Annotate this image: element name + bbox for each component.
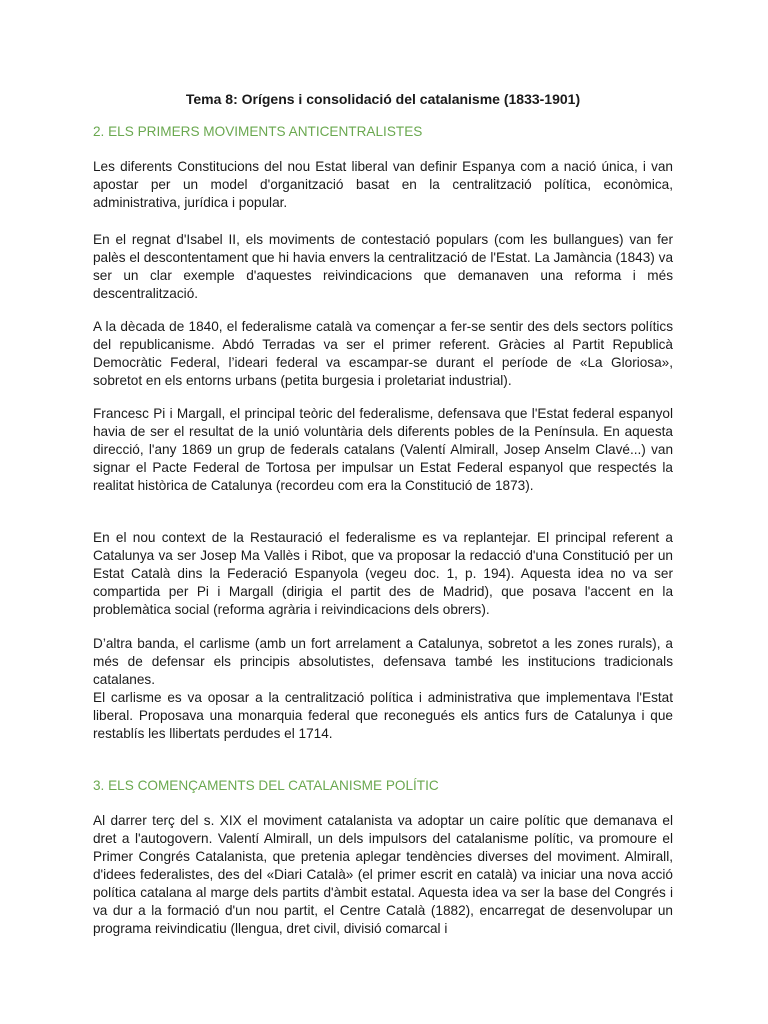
paragraph: A la dècada de 1840, el federalisme català va començar a fer-se sentir des dels sectors polítics del republicanisme. Abdó Terradas va ser el primer referent. Gràcies al Partit Republicà Democràtic Federal, l’ideari federal va escampar-se durant el període de «La Gloriosa», sobretot en els entorns urbans (petita burgesia i proletariat industrial). <box>93 319 673 388</box>
document-title: Tema 8: Orígens i consolidació del catalanisme (1833-1901) <box>185 91 581 107</box>
paragraph: D’altra banda, el carlisme (amb un fort arrelament a Catalunya, sobretot a les zones rurals), a més de defensar els principis absolutistes, defensava també les institucions tradicionals catalanes. <box>93 636 673 687</box>
paragraph: En el regnat d'Isabel II, els moviments de contestació populars (com les bullangues) van fer palès el descontentament que hi havia envers la centralització de l'Estat. La Jamància (1843) va ser un clar exemple d'aquestes reivindicacions que demanaven una reforma i més descentralització. <box>93 232 673 301</box>
paragraph: Al darrer terç del s. XIX el moviment catalanista va adoptar un caire polític que demanava el dret a l'autogovern. Valentí Almirall, un dels impulsors del catalanisme polític, va promoure el Primer Congrés Catalanista, que pretenia aplegar tendències diverses del moviment. Almirall, d'idees federalistes, des del «Diari Català» (el primer escrit en català) va iniciar una nova acció política catalana al marge dels partits d'àmbit estatal. Aquesta idea va ser la base del Congrés i va dur a la formació d'un nou partit, el Centre Català (1882), encarregat de desenvolupar un programa reivindicatiu (llengua, dret civil, divisió comarcal i <box>93 813 673 936</box>
section-heading-anticentralistes: 2. ELS PRIMERS MOVIMENTS ANTICENTRALISTES <box>93 124 423 139</box>
paragraph: Les diferents Constitucions del nou Estat liberal van definir Espanya com a nació única, i van apostar per un model d'organització basat en la centralització política, econòmica, administrativa, jurídica i popular. <box>93 159 673 210</box>
paragraph: En el nou context de la Restauració el federalisme es va replantejar. El principal referent a Catalunya va ser Josep Ma Vallès i Ribot, que va proposar la redacció d'una Constitució per un Estat Català dins la Federació Espanyola (vegeu doc. 1, p. 194). Aquesta idea no va ser compartida per Pi i Margall (dirigia el partit des de Madrid), que posava l'accent en la problemàtica social (reforma agrària i reivindicacions dels obrers). <box>93 530 673 617</box>
paragraph: El carlisme es va oposar a la centralització política i administrativa que implementava l'Estat liberal. Proposava una monarquia federal que reconegués els antics furs de Catalunya i que restablís les llibertats perdudes el 1714. <box>93 690 673 741</box>
paragraph: Francesc Pi i Margall, el principal teòric del federalisme, defensava que l'Estat federal espanyol havia de ser el resultat de la unió voluntària dels diferents pobles de la Península. En aquesta direcció, l'any 1869 un grup de federals catalans (Valentí Almirall, Josep Anselm Clavé...) van signar el Pacte Federal de Tortosa per impulsar un Estat Federal espanyol que respectés la realitat històrica de Catalunya (recordeu com era la Constitució de 1873). <box>93 406 673 493</box>
section-heading-catalanisme-politic: 3. ELS COMENÇAMENTS DEL CATALANISME POLÍTIC <box>93 778 439 793</box>
